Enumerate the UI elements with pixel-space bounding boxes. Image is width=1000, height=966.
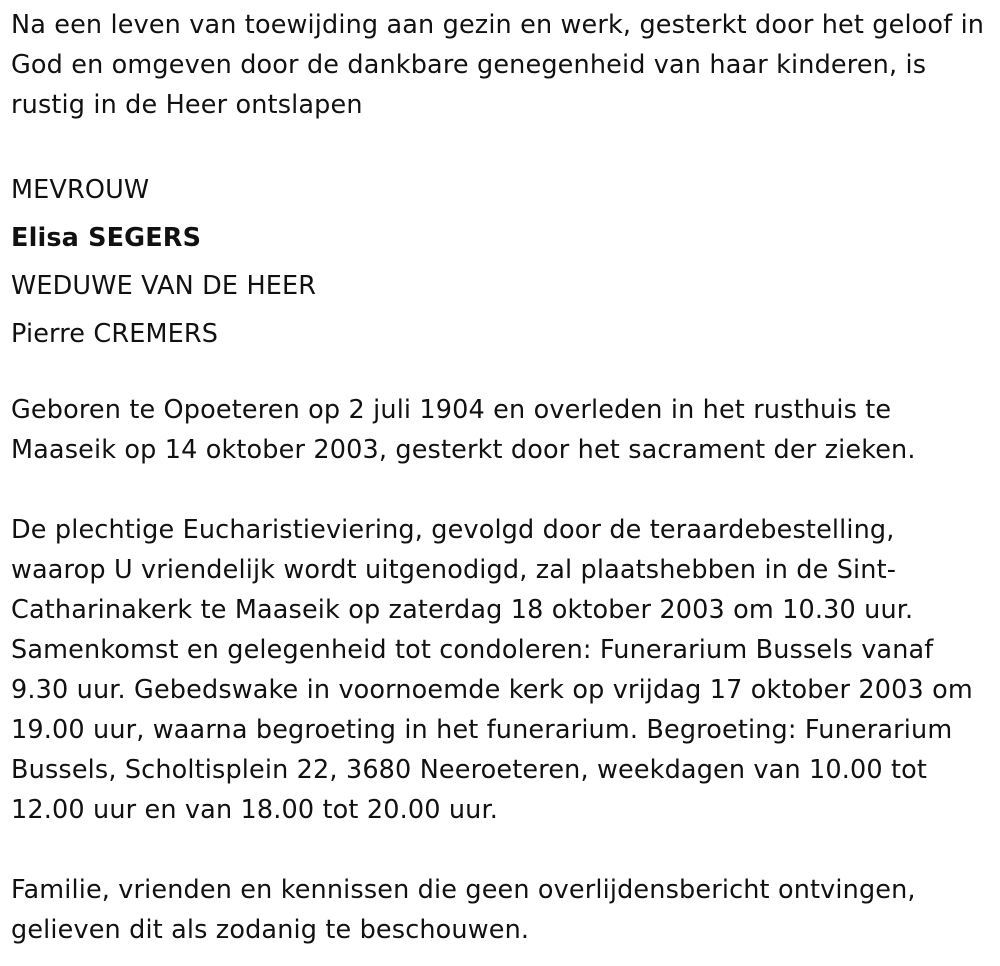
service-paragraph: De plechtige Eucharistieviering, gevolgd door de teraardebestelling, waarop U vriendelijk wordt uitgenodigd, zal plaatshebben in de Sint-Catharinakerk te Maaseik op zaterdag 18 oktober 2003 om 10.30 uur. Samenkomst en gelegenheid tot condoleren: Funerarium Bussels vanaf 9.30 uur. Gebedswake in voornoemde kerk op vrijdag 17 oktober 2003 om 19.00 uur, waarna begroeting in het funerarium. Begroeting: Funerarium Bussels, Scholtisplein 22, 3680 Neeroeteren, weekdagen van 10.00 tot 12.00 uur en van 18.00 tot 20.00 uur. [11, 515, 973, 825]
birth-death-paragraph: Geboren te Opoeteren op 2 juli 1904 en overleden in het rusthuis te Maaseik op 14 oktober 2003, gesterkt door het sacrament der zieken. [11, 395, 916, 465]
intro-paragraph: Na een leven van toewijding aan gezin en werk, gesterkt door het geloof in God en omgeven door de dankbare genegenheid van haar kinderen, is rustig in de Heer ontslapen [11, 10, 985, 120]
widow-line: WEDUWE VAN DE HEER [11, 271, 317, 301]
name-block [11, 166, 316, 358]
deceased-name: Elisa SEGERS [11, 223, 202, 253]
spouse-name: Pierre CREMERS [11, 319, 219, 349]
family-note-paragraph: Familie, vrienden en kennissen die geen overlijdensbericht ontvingen, gelieven dit als zodanig te beschouwen. [11, 875, 916, 945]
title-line: MEVROUW [11, 175, 150, 205]
